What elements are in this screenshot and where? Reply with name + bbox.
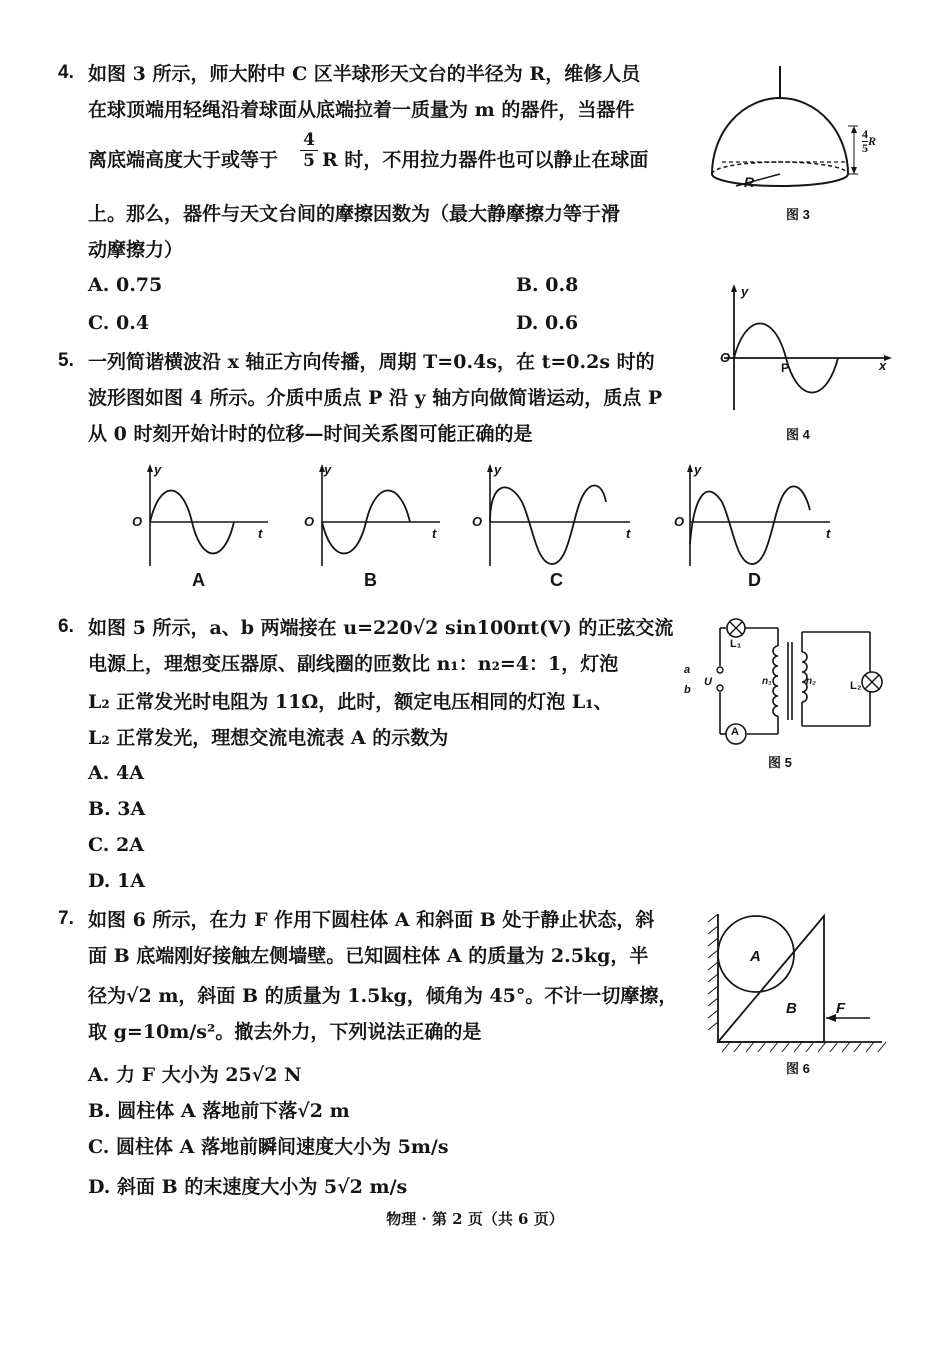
graph-b-y: y bbox=[324, 462, 332, 477]
fig4-p-label: P bbox=[781, 361, 790, 375]
q6-option-c[interactable]: C. 2A bbox=[88, 834, 144, 856]
fig6-cylinder-a: A bbox=[750, 948, 761, 965]
q4-line3b: R 时，不用拉力器件也可以静止在球面 bbox=[322, 149, 649, 171]
figure-4-caption: 图 4 bbox=[786, 427, 810, 442]
figure-5-circuit bbox=[690, 614, 900, 754]
fig5-n1: n₁ bbox=[762, 676, 772, 687]
q5-number: 5. bbox=[58, 350, 74, 371]
q7-line4: 取 g=10m/s²。撤去外力，下列说法正确的是 bbox=[88, 1021, 482, 1043]
fig3-h-num: 4 bbox=[862, 127, 868, 141]
figure-6-caption: 图 6 bbox=[786, 1061, 810, 1076]
fig4-y-label: y bbox=[741, 284, 749, 299]
graph-c-y: y bbox=[494, 462, 502, 477]
figure-3-caption: 图 3 bbox=[786, 207, 810, 222]
q4-line2: 在球顶端用轻绳沿着球面从底端拉着一质量为 m 的器件，当器件 bbox=[88, 99, 635, 121]
q7-option-b[interactable]: B. 圆柱体 A 落地前下落√2 m bbox=[88, 1100, 350, 1122]
fig6-incline-b: B bbox=[786, 1000, 797, 1017]
fig5-terminal-a: a bbox=[684, 664, 691, 676]
q4-option-b[interactable]: B. 0.8 bbox=[516, 274, 579, 296]
fig3-h-r: R bbox=[868, 134, 877, 148]
q7-number: 7. bbox=[58, 908, 74, 929]
fig5-l1: L₁ bbox=[730, 638, 742, 650]
graph-a-o: O bbox=[132, 514, 143, 529]
graph-d-label[interactable]: D bbox=[748, 570, 761, 590]
graph-d-t: t bbox=[826, 526, 831, 541]
figure-4-wave bbox=[712, 282, 892, 417]
figure-5-caption: 图 5 bbox=[768, 755, 792, 770]
fig5-l2: L₂ bbox=[850, 680, 862, 692]
fig6-force-f: F bbox=[836, 1000, 846, 1017]
graph-d-y: y bbox=[694, 462, 702, 477]
graph-c-t: t bbox=[626, 526, 631, 541]
graph-a-label[interactable]: A bbox=[192, 570, 205, 590]
q5-graph-b[interactable] bbox=[316, 462, 446, 570]
q6-option-b[interactable]: B. 3A bbox=[88, 798, 146, 820]
graph-d-o: O bbox=[674, 514, 685, 529]
fig3-h-den: 5 bbox=[862, 141, 868, 155]
q4-option-c[interactable]: C. 0.4 bbox=[88, 312, 150, 334]
q4-frac-num: 4 bbox=[300, 130, 318, 151]
q7-line3: 径为√2 m，斜面 B 的质量为 1.5kg，倾角为 45°。不计一切摩擦， bbox=[88, 985, 678, 1007]
fig5-voltage-u: U bbox=[704, 676, 712, 688]
q5-line2: 波形图如图 4 所示。介质中质点 P 沿 y 轴方向做简谐运动，质点 P bbox=[88, 387, 663, 409]
q5-line3: 从 0 时刻开始计时的位移—时间关系图可能正确的是 bbox=[88, 423, 533, 445]
q6-line4: L₂ 正常发光，理想交流电流表 A 的示数为 bbox=[88, 727, 449, 749]
graph-b-t: t bbox=[432, 526, 437, 541]
q7-option-d[interactable]: D. 斜面 B 的末速度大小为 5√2 m/s bbox=[88, 1176, 408, 1198]
graph-c-label[interactable]: C bbox=[550, 570, 563, 590]
q4-line4: 上。那么，器件与天文台间的摩擦因数为（最大静摩擦力等于滑 bbox=[88, 203, 621, 225]
q7-line2: 面 B 底端刚好接触左侧墙壁。已知圆柱体 A 的质量为 2.5kg，半 bbox=[88, 945, 649, 967]
graph-b-label[interactable]: B bbox=[364, 570, 377, 590]
q6-option-a[interactable]: A. 4A bbox=[88, 762, 144, 784]
q4-fraction bbox=[300, 130, 318, 171]
fig3-height-label bbox=[862, 128, 876, 155]
fig5-n2: n₂ bbox=[806, 676, 816, 687]
fig4-o-label: O bbox=[720, 350, 731, 365]
q4-option-a[interactable]: A. 0.75 bbox=[88, 274, 163, 296]
q4-frac-den: 5 bbox=[303, 151, 315, 171]
q4-line1: 如图 3 所示，师大附中 C 区半球形天文台的半径为 R，维修人员 bbox=[88, 63, 641, 85]
q5-line1: 一列简谐横波沿 x 轴正方向传播，周期 T=0.4s，在 t=0.2s 时的 bbox=[88, 351, 655, 373]
q6-option-d[interactable]: D. 1A bbox=[88, 870, 145, 892]
q6-line2: 电源上，理想变压器原、副线圈的匝数比 n₁：n₂=4：1，灯泡 bbox=[88, 653, 619, 675]
q6-line3: L₂ 正常发光时电阻为 11Ω，此时，额定电压相同的灯泡 L₁、 bbox=[88, 691, 613, 713]
q7-option-a[interactable]: A. 力 F 大小为 25√2 N bbox=[88, 1064, 302, 1086]
graph-a-y: y bbox=[154, 462, 162, 477]
q5-graph-d[interactable] bbox=[684, 462, 834, 570]
q4-line5: 动摩擦力） bbox=[88, 239, 184, 261]
fig5-ammeter-a: A bbox=[731, 726, 739, 738]
q6-line1: 如图 5 所示，a、b 两端接在 u=220√2 sin100πt(V) 的正弦交流 bbox=[88, 617, 674, 639]
figure-6-incline bbox=[706, 906, 886, 1056]
page-footer: 物理 · 第 2 页（共 6 页） bbox=[386, 1210, 564, 1228]
q6-number: 6. bbox=[58, 616, 74, 637]
q7-line1: 如图 6 所示，在力 F 作用下圆柱体 A 和斜面 B 处于静止状态，斜 bbox=[88, 909, 655, 931]
q4-option-d[interactable]: D. 0.6 bbox=[516, 312, 579, 334]
graph-c-o: O bbox=[472, 514, 483, 529]
fig3-label-r: R bbox=[744, 174, 755, 190]
q7-option-c[interactable]: C. 圆柱体 A 落地前瞬间速度大小为 5m/s bbox=[88, 1136, 449, 1158]
q5-graph-c[interactable] bbox=[484, 462, 634, 570]
graph-b-o: O bbox=[304, 514, 315, 529]
fig4-x-label: x bbox=[879, 358, 887, 373]
q4-line3a: 离底端高度大于或等于 bbox=[88, 149, 279, 171]
fig5-terminal-b: b bbox=[684, 684, 691, 696]
graph-a-t: t bbox=[258, 526, 263, 541]
q4-number: 4. bbox=[58, 62, 74, 83]
q5-graph-a[interactable] bbox=[140, 462, 270, 570]
